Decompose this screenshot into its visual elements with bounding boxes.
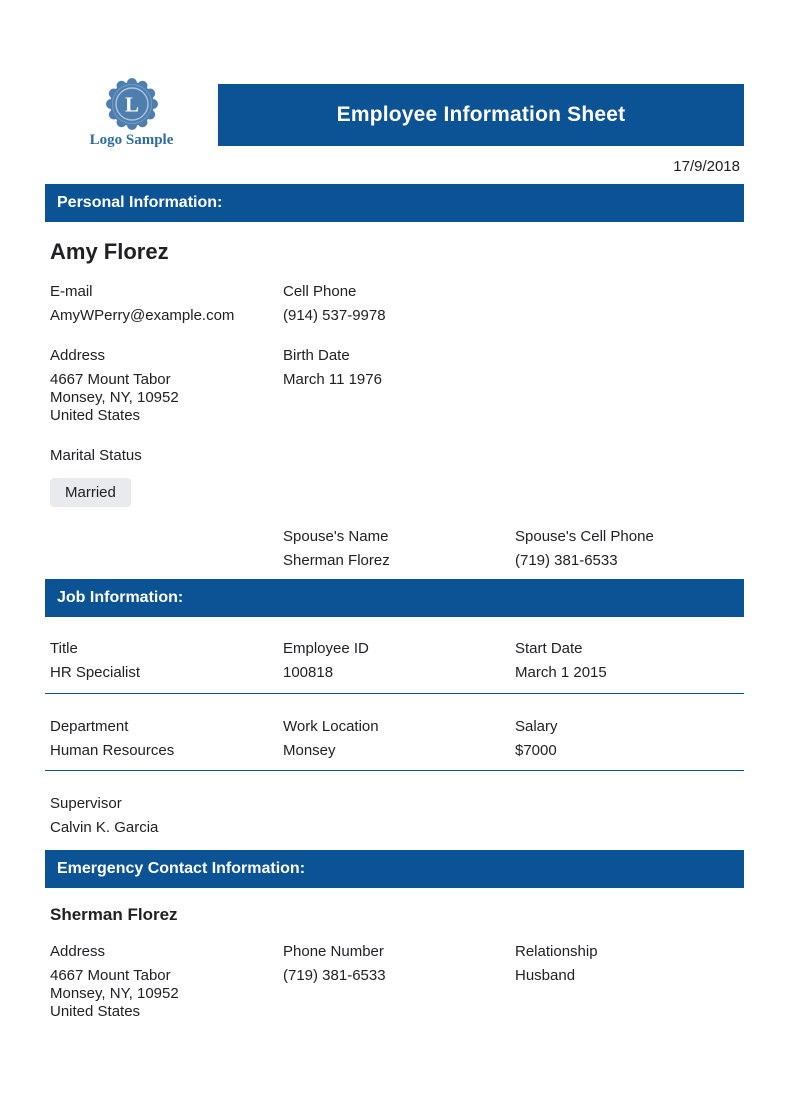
relationship-field	[515, 943, 744, 1021]
marital-status-badge: Married	[50, 478, 131, 507]
birth-date-field	[283, 347, 515, 425]
employee-name: Amy Florez	[50, 239, 169, 264]
employee-id-label: Employee ID	[283, 640, 369, 657]
emergency-address-line-3: United States	[50, 1003, 141, 1020]
job-title-label: Title	[50, 640, 78, 657]
header	[45, 78, 744, 149]
supervisor-label: Supervisor	[50, 795, 122, 812]
logo-letter: L	[124, 92, 139, 117]
birth-date-value: March 11 1976	[283, 371, 382, 388]
job-title-value: HR Specialist	[50, 664, 141, 681]
email-value: AmyWPerry@example.com	[50, 307, 235, 324]
supervisor-value: Calvin K. Garcia	[50, 819, 159, 836]
address-label: Address	[50, 347, 106, 364]
marital-status-label: Marital Status	[50, 447, 142, 464]
emergency-phone-label: Phone Number	[283, 943, 384, 960]
document-date: 17/9/2018	[673, 158, 740, 175]
emergency-phone-value: (719) 381-6533	[283, 967, 386, 984]
job-title-field	[50, 640, 283, 682]
spouse-cell-field	[515, 528, 744, 570]
spouse-row	[50, 528, 744, 570]
relationship-label: Relationship	[515, 943, 598, 960]
email-field	[50, 283, 283, 325]
spouse-name-value: Sherman Florez	[283, 552, 390, 569]
personal-row-2	[50, 347, 744, 425]
personal-row-1	[50, 283, 744, 325]
emergency-phone-field	[283, 943, 515, 1021]
spouse-cell-label: Spouse's Cell Phone	[515, 528, 654, 545]
work-location-field	[283, 718, 515, 760]
department-label: Department	[50, 718, 129, 735]
relationship-value: Husband	[515, 967, 576, 984]
employee-id-value: 100818	[283, 664, 334, 681]
birth-date-label: Birth Date	[283, 347, 350, 364]
work-location-value: Monsey	[283, 742, 336, 759]
logo-caption: Logo Sample	[89, 132, 174, 148]
document-title: Employee Information Sheet	[336, 103, 626, 126]
company-logo	[45, 78, 218, 149]
address-line-1: 4667 Mount Tabor	[50, 371, 171, 388]
personal-section	[50, 239, 744, 570]
salary-value: $7000	[515, 742, 557, 759]
emergency-address-line-2: Monsey, NY, 10952	[50, 985, 179, 1002]
cell-phone-label: Cell Phone	[283, 283, 357, 300]
spouse-name-label: Spouse's Name	[283, 528, 389, 545]
section-header-emergency: Emergency Contact Information:	[45, 850, 744, 888]
employee-id-field	[283, 640, 515, 682]
start-date-value: March 1 2015	[515, 664, 607, 681]
spouse-cell-value: (719) 381-6533	[515, 552, 618, 569]
logo-badge-icon	[106, 78, 158, 130]
start-date-label: Start Date	[515, 640, 583, 657]
work-location-label: Work Location	[283, 718, 379, 735]
section-header-job: Job Information:	[45, 579, 744, 617]
department-value: Human Resources	[50, 742, 175, 759]
emergency-address-line-1: 4667 Mount Tabor	[50, 967, 171, 984]
address-line-3: United States	[50, 407, 141, 424]
address-field	[50, 347, 283, 425]
job-row-2	[45, 694, 744, 771]
salary-field	[515, 718, 744, 760]
cell-phone-field	[283, 283, 515, 325]
job-row-1	[45, 617, 744, 694]
email-label: E-mail	[50, 283, 93, 300]
emergency-row	[50, 943, 744, 1021]
salary-label: Salary	[515, 718, 558, 735]
section-header-personal: Personal Information:	[45, 184, 744, 222]
start-date-field	[515, 640, 744, 682]
document-title-bar	[218, 84, 744, 146]
marital-status-field	[50, 447, 744, 507]
emergency-address-label: Address	[50, 943, 106, 960]
spouse-name-field	[283, 528, 515, 570]
cell-phone-value: (914) 537-9978	[283, 307, 386, 324]
department-field	[50, 718, 283, 760]
emergency-section	[50, 905, 744, 1021]
emergency-address-field	[50, 943, 283, 1021]
emergency-contact-name: Sherman Florez	[50, 905, 178, 924]
address-line-2: Monsey, NY, 10952	[50, 389, 179, 406]
supervisor-field	[45, 771, 744, 837]
